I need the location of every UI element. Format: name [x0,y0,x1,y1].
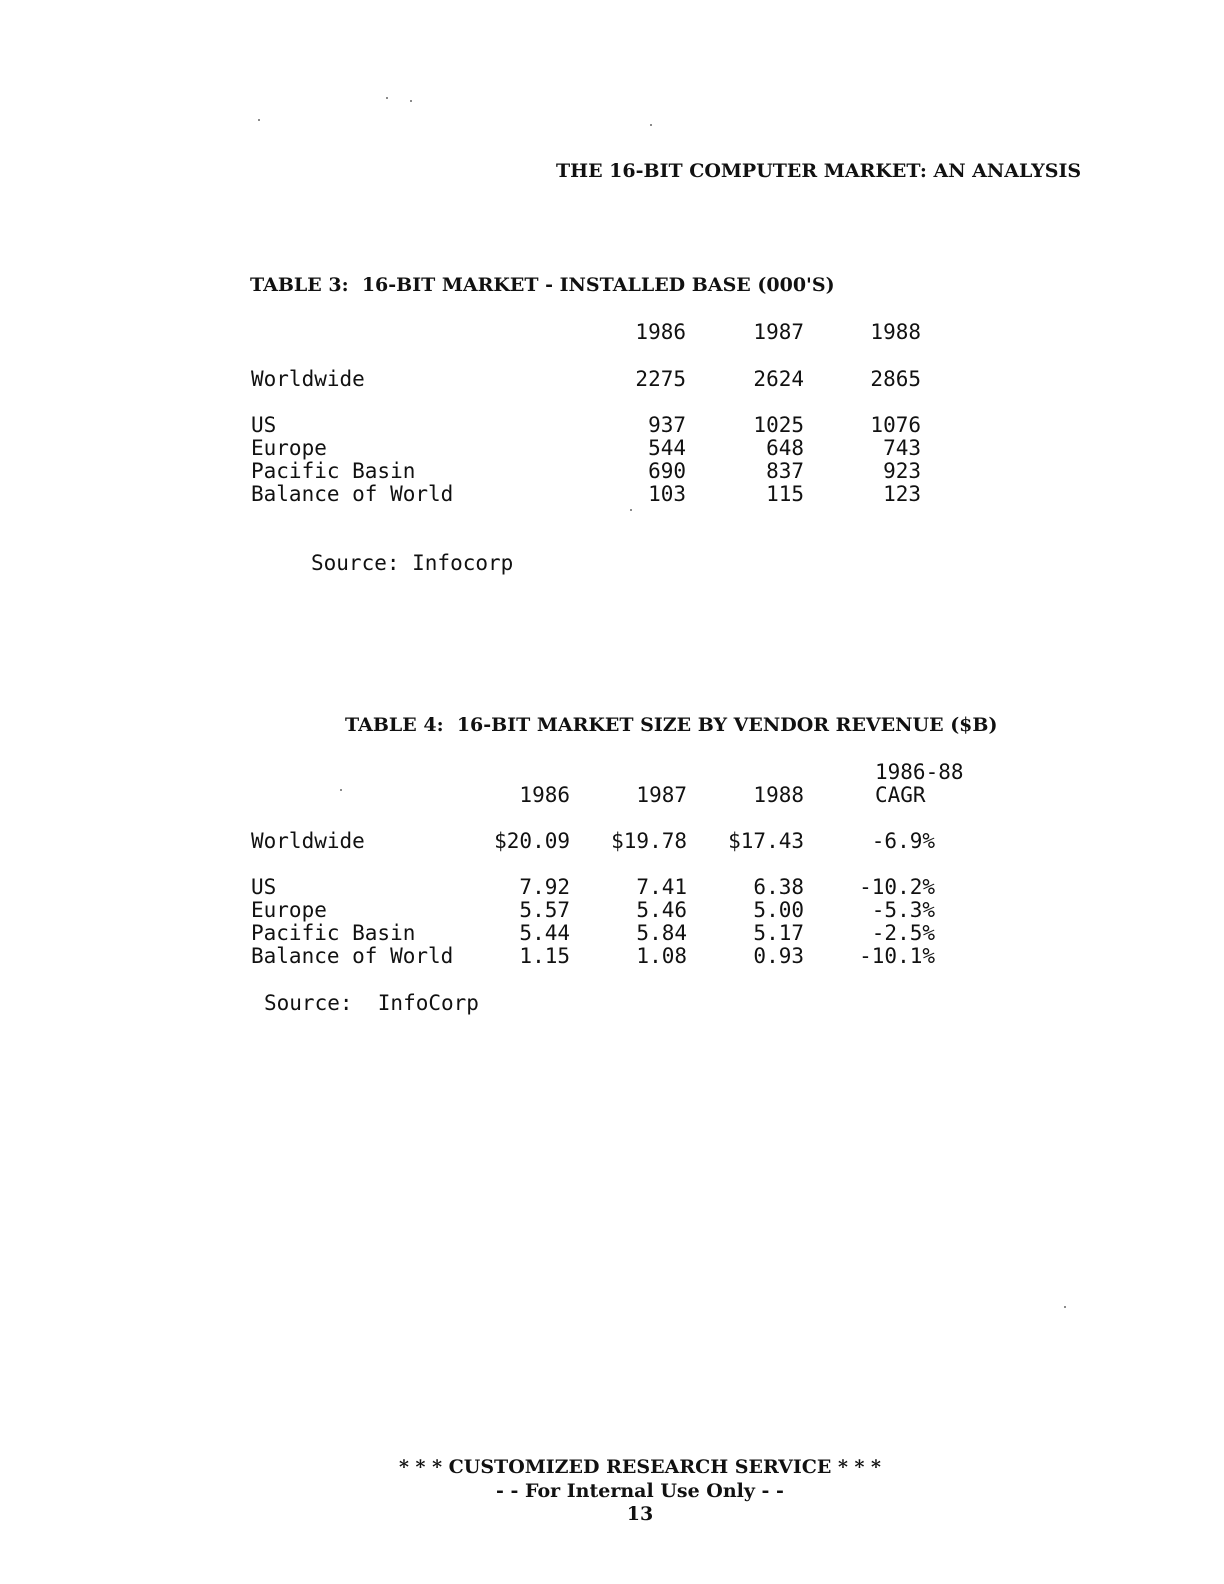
table-4-year-1988: 1988 [753,783,804,807]
cell-value: 5.17 [753,921,804,945]
cell-value: 0.93 [753,944,804,968]
scan-speck [650,124,652,126]
cell-value: 544 [648,436,686,460]
cell-value: 5.57 [519,898,570,922]
cell-value: 7.92 [519,875,570,899]
table-3-year-1987: 1987 [753,320,804,344]
scan-speck [410,100,412,102]
cell-value: 1025 [753,413,804,437]
footer-service-line: * * * CUSTOMIZED RESEARCH SERVICE * * * [398,1456,881,1478]
scan-speck [340,789,342,791]
cell-value: 2865 [870,367,921,391]
cell-value: 7.41 [636,875,687,899]
scan-speck [1064,1306,1066,1308]
cell-value: 690 [648,459,686,483]
row-label: Europe [251,898,327,922]
cell-value: 837 [766,459,804,483]
cell-value: 1076 [870,413,921,437]
table-3-year-1988: 1988 [870,320,921,344]
cell-value: 123 [883,482,921,506]
table-3-year-1986: 1986 [635,320,686,344]
cell-value: 5.44 [519,921,570,945]
row-label: Europe [251,436,327,460]
table-4-source: Source: InfoCorp [264,991,479,1015]
cell-value: 743 [883,436,921,460]
cell-cagr: -6.9% [871,829,935,853]
cell-value: 5.00 [753,898,804,922]
table-4-cagr-header-label: CAGR [875,783,926,807]
scan-speck [258,119,260,121]
cell-value: 923 [883,459,921,483]
cell-value: 1.15 [519,944,570,968]
cell-value: 648 [766,436,804,460]
row-label: US [251,413,277,437]
cell-value: 103 [648,482,686,506]
footer-internal-use-line: - - For Internal Use Only - - [496,1480,784,1502]
cell-cagr: -10.1% [859,944,935,968]
row-label: Worldwide [251,829,365,853]
cell-value: 937 [648,413,686,437]
table-4-year-1987: 1987 [636,783,687,807]
cell-cagr: -10.2% [859,875,935,899]
row-label: Balance of World [251,944,454,968]
cell-value: $17.43 [728,829,804,853]
page-title: THE 16-BIT COMPUTER MARKET: AN ANALYSIS [556,160,1082,182]
table-4-year-1986: 1986 [519,783,570,807]
cell-value: 6.38 [753,875,804,899]
row-label: Pacific Basin [251,921,416,945]
table-4-cagr-header-years: 1986-88 [875,760,964,784]
page-number: 13 [626,1503,654,1525]
cell-value: 2624 [753,367,804,391]
scan-speck [630,509,632,511]
row-label: Pacific Basin [251,459,416,483]
row-label: US [251,875,277,899]
scan-speck [386,97,388,99]
cell-value: 2275 [635,367,686,391]
row-label: Balance of World [251,482,454,506]
table-3-title: TABLE 3: 16-BIT MARKET - INSTALLED BASE (000'S) [250,274,835,296]
cell-value: 5.84 [636,921,687,945]
cell-value: 5.46 [636,898,687,922]
cell-value: $19.78 [611,829,687,853]
cell-value: $20.09 [494,829,570,853]
cell-value: 1.08 [636,944,687,968]
table-3-source: Source: Infocorp [311,551,514,575]
table-4-title: TABLE 4: 16-BIT MARKET SIZE BY VENDOR REVENUE ($B) [345,714,998,736]
row-label: Worldwide [251,367,365,391]
cell-cagr: -2.5% [871,921,935,945]
cell-value: 115 [766,482,804,506]
cell-cagr: -5.3% [871,898,935,922]
